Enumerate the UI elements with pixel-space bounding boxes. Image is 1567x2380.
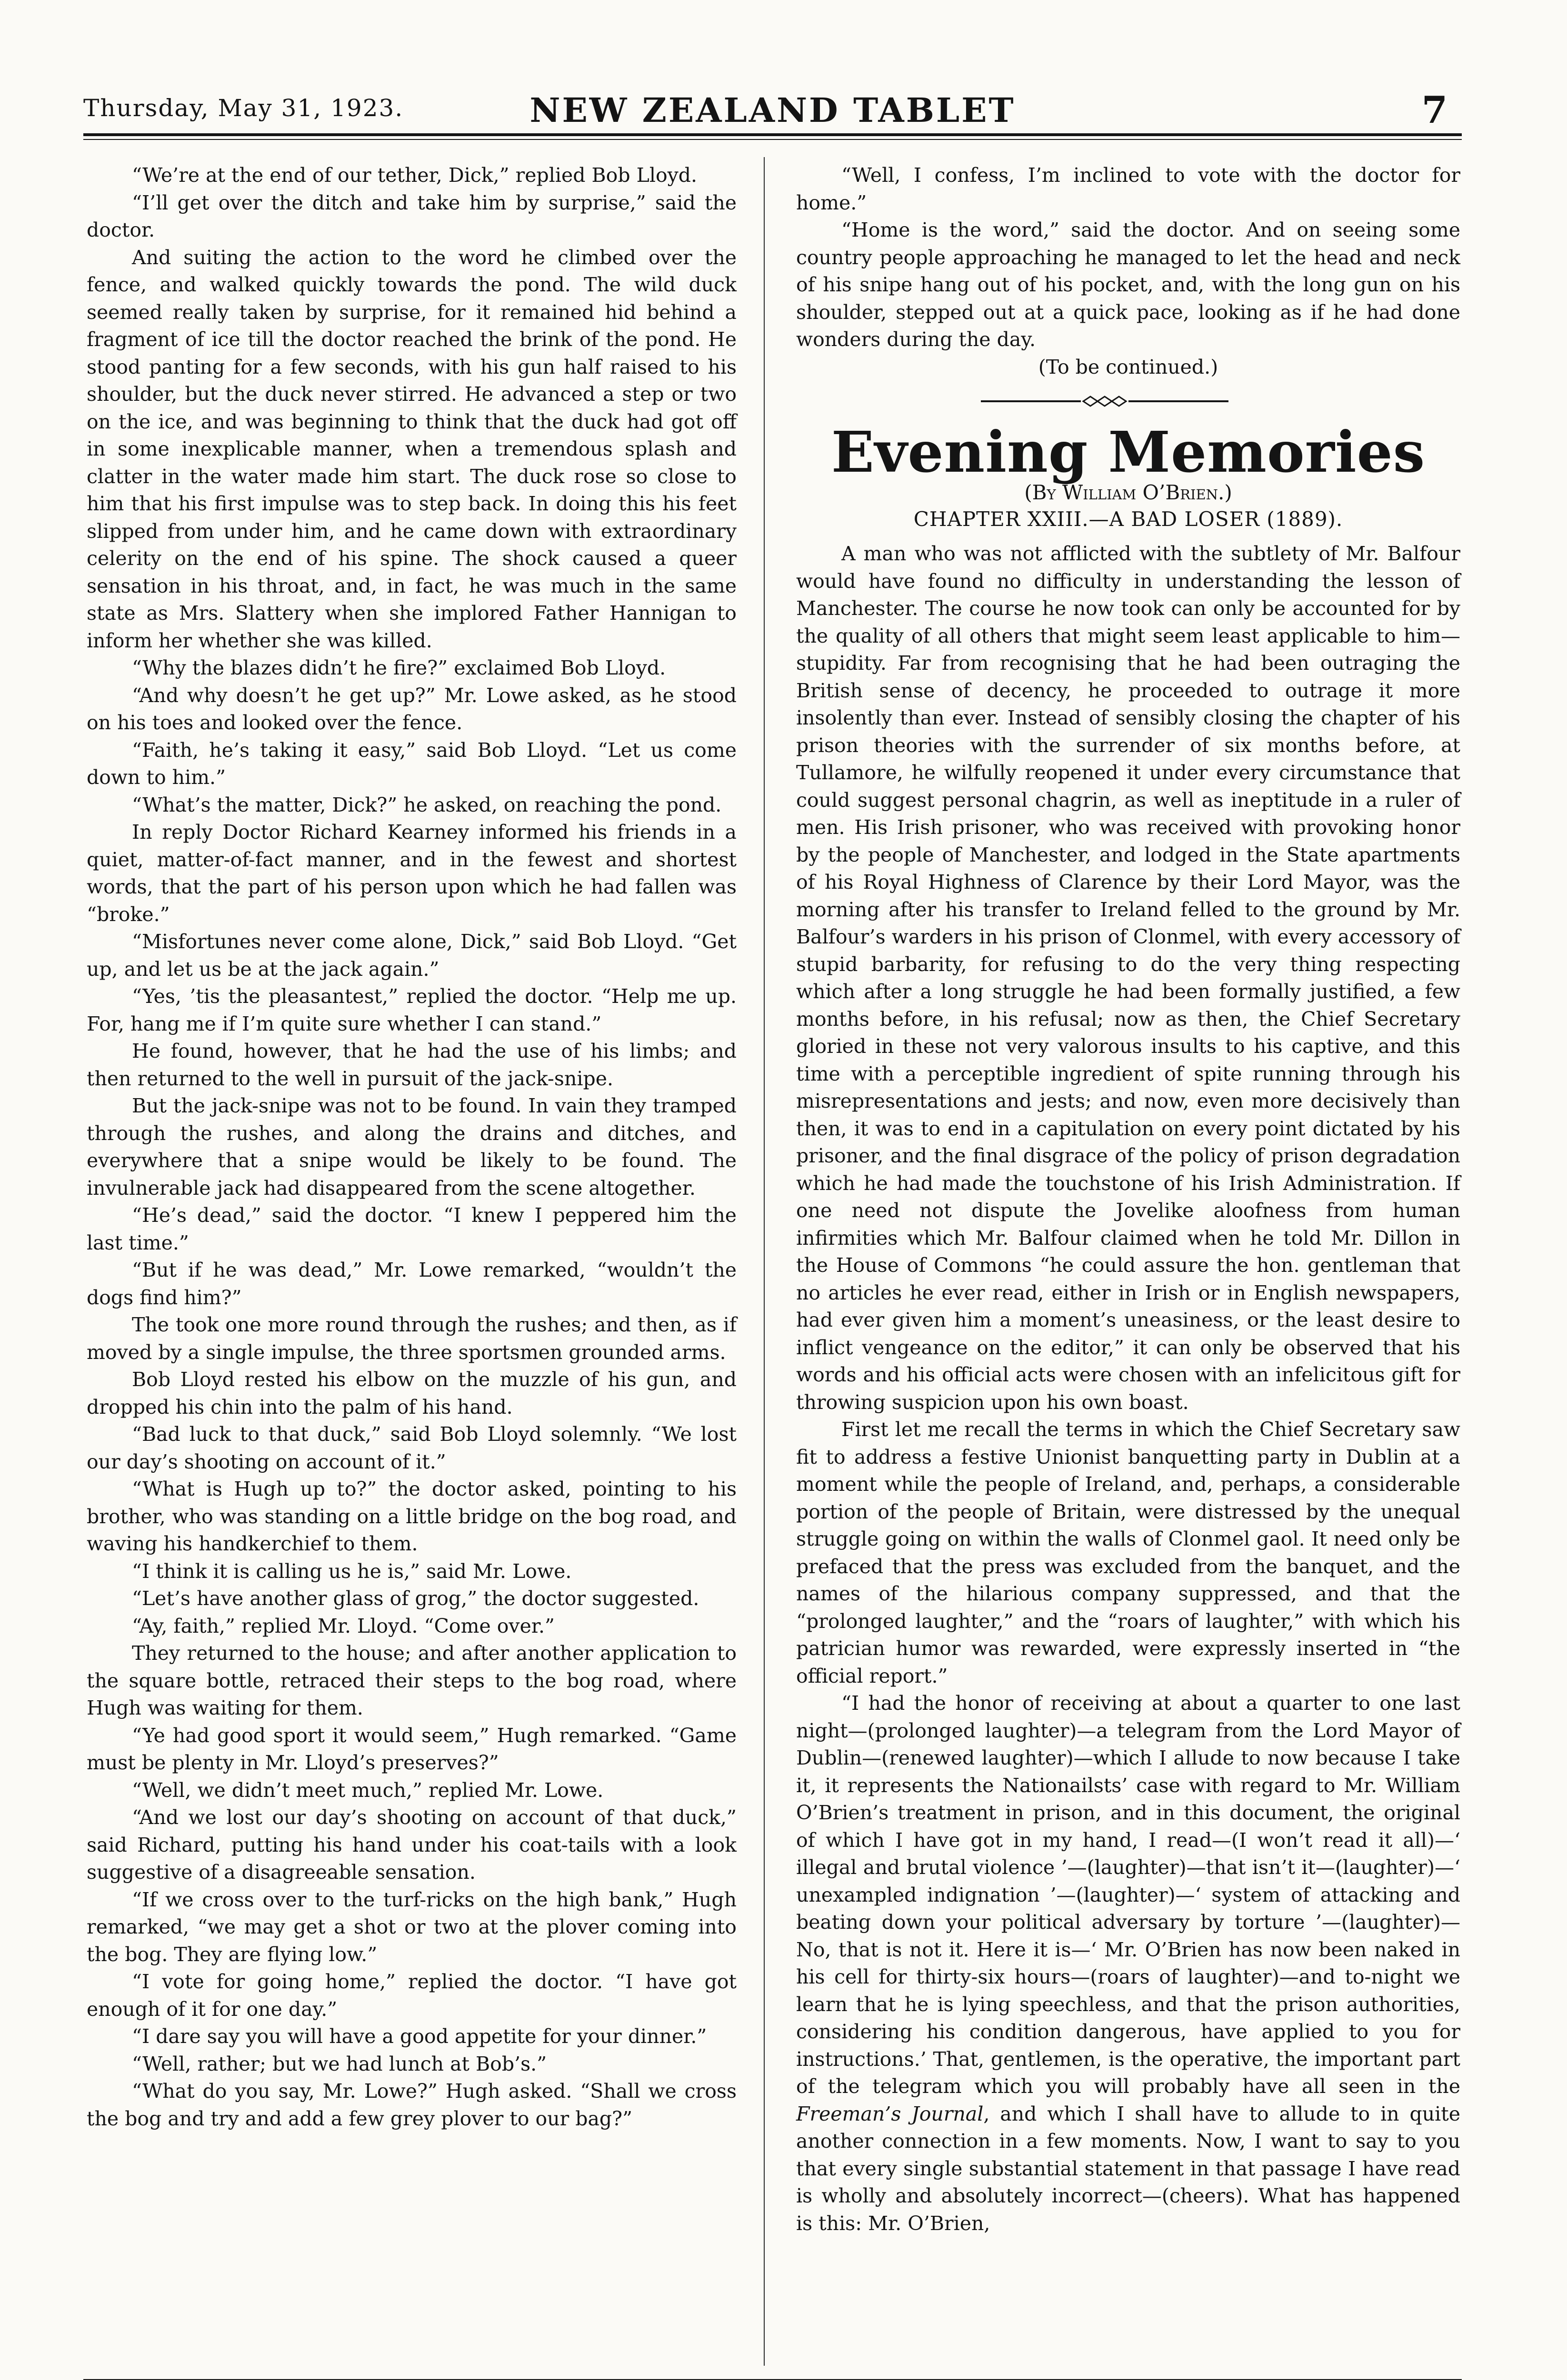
left-column: [87, 162, 737, 2132]
story-paragraph: “Bad luck to that duck,” said Bob Lloyd solemnly. “We lost our day’s shooting on account of it.”: [87, 1423, 737, 1473]
story-paragraph: “And why doesn’t he get up?” Mr. Lowe asked, as he stood on his toes and looked over the fence.: [87, 684, 737, 734]
story-paragraph: “Well, I confess, I’m inclined to vote with the doctor for home.”: [796, 164, 1460, 214]
story-paragraph: “Faith, he’s taking it easy,” said Bob Lloyd. “Let us come down to him.”: [87, 738, 737, 789]
article-paragraph: A man who was not afflicted with the subtlety of Mr. Balfour would have found no difficulty in understanding the lesson of Manchester. The course he now took can only be accounted for by the quality of all others that might seem least applicable to him—stupidity. Far from recognising that he had been outraging the British sense of decency, he proceeded to outrage it more insolently than ever. Instead of sensibly closing the chapter of his prison theories with the surrender of six months before, at Tullamore, he wilfully reopened it under every circumstance that could suggest personal chagrin, as well as ineptitude in a ruler of men. His Irish prisoner, who was received with provoking honor by the people of Manchester, and lodged in the State apartments of his Royal Highness of Clarence by their Lord Mayor, was the morning after his transfer to Ireland felled to the ground by Mr. Balfour’s warders in his prison of Clonmel, with every accessory of stupid barbarity, for refusing to do the very thing respecting which after a long struggle he had been formally justified, a few months before, in his refusal; now as then, the Chief Secretary gloried in these not very valorous insults to his captive, and this time with a perceptible ingredient of spite running through his misrepresentations and jests; and now, even more decisively than then, it was to end in a capitulation on every point dictated by his prisoner, and the final disgrace of the policy of prison degradation which he had made the touchstone of his Irish Administration. If one need not dispute the Jovelike aloofness from human infirmities which Mr. Balfour claimed when he told Mr. Dillon in the House of Commons “he could assure the hon. gentleman that no articles he ever read, either in Irish or in English newspapers, had ever given him a moment’s uneasiness, or the least desire to inflict vengeance on the editor,” it can only be observed that his words and his official acts were chosen with an infelicitous gift for throwing suspicion upon his own boast.: [796, 542, 1460, 1414]
story-paragraph: “I vote for going home,” replied the doctor. “I have got enough of it for one day.”: [87, 1970, 737, 2021]
story-paragraph: “What is Hugh up to?” the doctor asked, pointing to his brother, who was standing on a little bridge on the bog road, and waving his handkerchief to them.: [87, 1478, 737, 1555]
story-paragraph: “Misfortunes never come alone, Dick,” said Bob Lloyd. “Get up, and let us be at the jack again.”: [87, 930, 737, 981]
to-be-continued: (To be continued.): [1038, 355, 1218, 378]
story-paragraph: “Well, rather; but we had lunch at Bob’s.”: [132, 2052, 547, 2075]
article-byline: (By William O’Brien.): [1024, 481, 1232, 504]
ornament-divider: [981, 394, 1228, 408]
header-rule: [83, 133, 1462, 136]
page-number: 7: [1421, 89, 1447, 132]
story-paragraph: He found, however, that he had the use of his limbs; and then returned to the well in pursuit of the jack-snipe.: [87, 1040, 737, 1090]
header-rule-thin: [83, 139, 1462, 140]
right-column-top: [796, 162, 1460, 381]
story-paragraph: “What do you say, Mr. Lowe?” Hugh asked. “Shall we cross the bog and try and add a few grey plover to our bag?”: [87, 2080, 737, 2130]
quote-text: “I had the honor of receiving at about a quarter to one last night—(prolonged laughter)—a telegram from the Lord Mayor of Dublin—(renewed laughter)—which I allude to now because I take it, it represents the Nationailsts’ case with regard to Mr. William O’Brien’s treatment in prison, and in this document, the original of which I have got in my hand, I read—(I won’t read it all)—‘ illegal and brutal violence ’—(laughter)—that isn’t it—(laughter)—‘ unexampled indignation ’—(laughter)—‘ system of attacking and beating down your political adversary by torture ’—(laughter)—No, that is not it. Here it is—‘ Mr. O’Brien has now been naked in his cell for thirty-six hours—(roars of laughter)—and to-night we learn that he is lying speechless, and that the prison authorities, considering his condition dangerous, have applied to you for instructions.’ That, gentlemen, is the operative, the important part of the telegram which you will probably have all seen in the: [796, 1692, 1460, 2098]
story-paragraph: “Let’s have another glass of grog,” the doctor suggested.: [132, 1587, 699, 1610]
story-paragraph: “I dare say you will have a good appetite for your dinner.”: [132, 2025, 707, 2048]
story-paragraph: “I think it is calling us he is,” said Mr. Lowe.: [132, 1559, 572, 1583]
story-paragraph: Bob Lloyd rested his elbow on the muzzle of his gun, and dropped his chin into the palm of his hand.: [87, 1368, 737, 1418]
story-paragraph: “And we lost our day’s shooting on account of that duck,” said Richard, putting his hand under his coat-tails with a look suggestive of a disagreeable sensation.: [87, 1806, 737, 1884]
story-paragraph: The took one more round through the rushes; and then, as if moved by a single impulse, the three sportsmen grounded arms.: [87, 1313, 737, 1364]
story-paragraph: “We’re at the end of our tether, Dick,” replied Bob Lloyd.: [132, 164, 698, 187]
story-paragraph: “If we cross over to the turf-ricks on the high bank,” Hugh remarked, “we may get a shot or two at the plover coming into the bog. They are flying low.”: [87, 1888, 737, 1966]
story-paragraph: “What’s the matter, Dick?” he asked, on reaching the pond.: [132, 793, 722, 816]
article-title: Evening Memories: [831, 419, 1426, 485]
story-paragraph: “Yes, ’tis the pleasantest,” replied the doctor. “Help me up. For, hang me if I’m quite sure whether I can stand.”: [87, 985, 737, 1035]
story-paragraph: And suiting the action to the word he climbed over the fence, and walked quickly towards the pond. The wild duck seemed really taken by surprise, for it remained hid behind a fragment of ice till the doctor reached the brink of the pond. He stood panting for a few seconds, with his gun half raised to his shoulder, but the duck never stirred. He advanced a step or two on the ice, and was beginning to think that the duck had got off in some inexplicable manner, when a tremendous splash and clatter in the water made him start. The duck rose so close to him that his first impulse was to step back. In doing this his feet slipped from under him, and he came down with extraordinary celerity on the end of his spine. The shock caused a queer sensation in his throat, and, in fact, he was much in the same state as Mrs. Slattery when she implored Father Hannigan to inform her whether she was killed.: [87, 246, 737, 652]
article-paragraph: First let me recall the terms in which the Chief Secretary saw fit to address a festive Unionist banquetting party in Dublin at a moment while the people of Ireland, and, perhaps, a considerable portion of the people of Britain, were distressed by the unequal struggle going on within the walls of Clonmel gaol. It need only be prefaced that the press was excluded from the banquet, and the names of the hilarious company suppressed, and that the “prolonged laughter,” and the “roars of laughter,” with which his patrician humor was rewarded, were expressly inserted in “the official report.”: [796, 1418, 1460, 1687]
story-paragraph: “Home is the word,” said the doctor. And on seeing some country people approaching he managed to let the head and neck of his snipe hang out of his pocket, and, with the long gun on his shoulder, stepped out at a quick pace, looking as if he had done wonders during the day.: [796, 218, 1460, 351]
story-paragraph: “But if he was dead,” Mr. Lowe remarked, “wouldn’t the dogs find him?”: [87, 1259, 737, 1309]
story-paragraph: “I’ll get over the ditch and take him by surprise,” said the doctor.: [87, 191, 737, 241]
story-paragraph: “Ay, faith,” replied Mr. Lloyd. “Come over.”: [132, 1614, 555, 1637]
story-paragraph: “Ye had good sport it would seem,” Hugh remarked. “Game must be plenty in Mr. Lloyd’s preserves?”: [87, 1724, 737, 1774]
article-body: [796, 540, 1460, 2237]
story-paragraph: “He’s dead,” said the doctor. “I knew I peppered him the last time.”: [87, 1204, 737, 1254]
story-paragraph: “Why the blazes didn’t he fire?” exclaimed Bob Lloyd.: [132, 656, 666, 679]
story-paragraph: “Well, we didn’t meet much,” replied Mr. Lowe.: [132, 1778, 604, 1802]
page-header: [83, 89, 1462, 132]
chapter-heading: CHAPTER XXIII.—A BAD LOSER (1889).: [913, 507, 1343, 531]
issue-date: Thursday, May 31, 1923.: [83, 94, 404, 122]
quote-text-continued: , and which I shall have to allude to in quite another connection in a few moments. Now, I want to say to you that every single substantial statement in that passage I have read is wholly and absolutely incorrect—(cheers). What has happened is this: Mr. O’Brien,: [796, 2102, 1461, 2235]
column-divider: [764, 157, 765, 2366]
story-paragraph: In reply Doctor Richard Kearney informed his friends in a quiet, matter-of-fact manner, and in the fewest and shortest words, that the part of his person upon which he had fallen was “broke.”: [87, 821, 737, 926]
masthead-title: NEW ZEALAND TABLET: [529, 90, 1016, 130]
story-paragraph: They returned to the house; and after another application to the square bottle, retraced their steps to the bog road, where Hugh was waiting for them.: [87, 1642, 737, 1719]
story-paragraph: But the jack-snipe was not to be found. In vain they tramped through the rushes, and along the drains and ditches, and everywhere that a snipe would be likely to be found. The invulnerable jack had disappeared from the scene altogether.: [87, 1094, 737, 1200]
article-paragraph: [796, 1690, 1460, 2237]
newspaper-name: Freeman’s Journal: [796, 2102, 984, 2125]
